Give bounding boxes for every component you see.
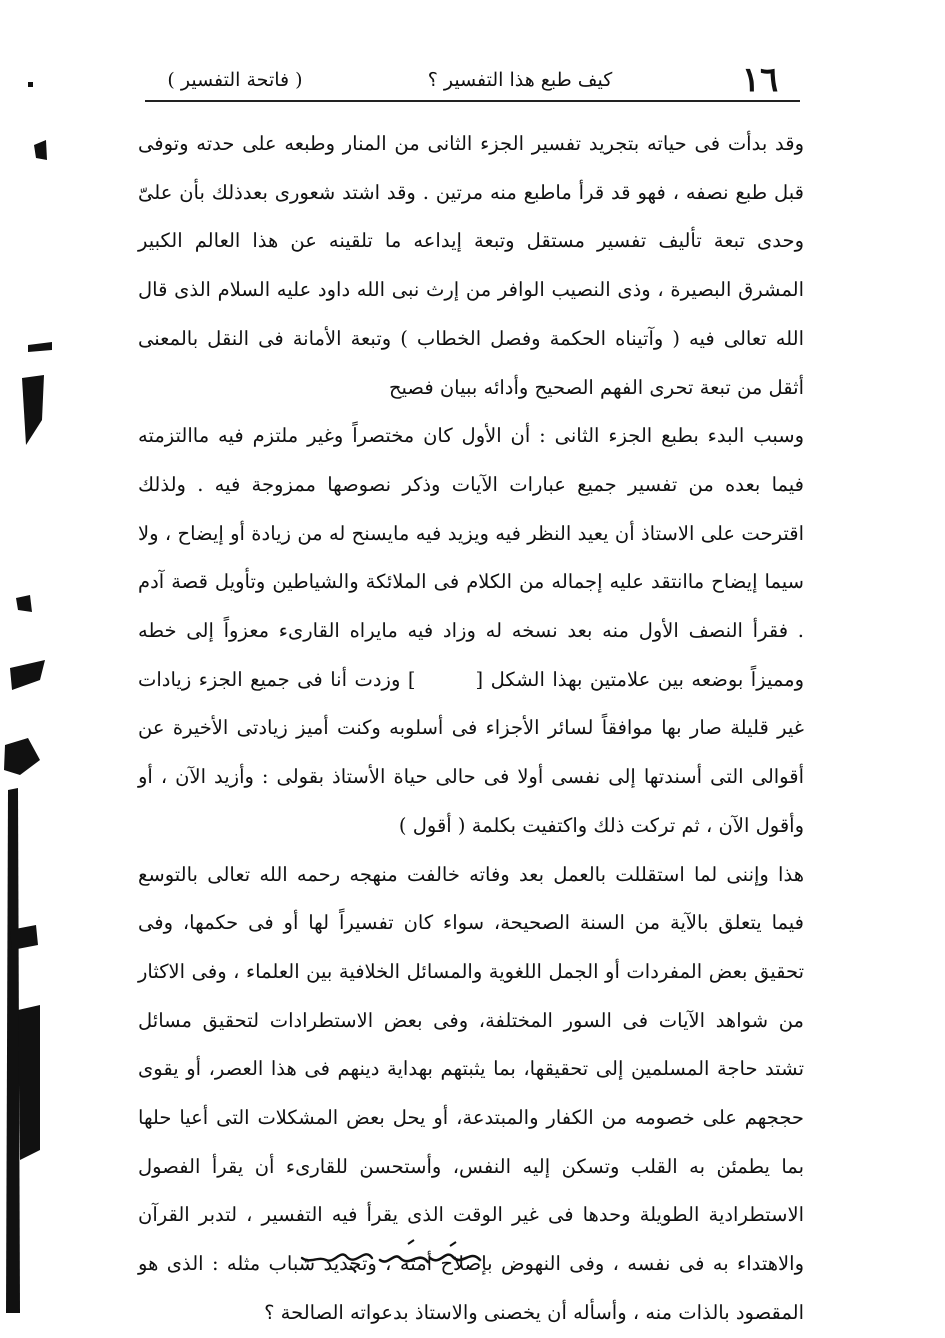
body-text: [138, 120, 804, 1338]
signature: [290, 1238, 490, 1278]
paragraph-text: ] وزدت أنا فى جميع الجزء زيادات غير قليلة صار بها موافقاً لسائر الأجزاء فى أسلوبه وكنت أميز زيادتى الأخيرة عن أقوالى التى أسندتها إلى نفسى أولا فى حالى حياة الأستاذ بقولى : وأزيد الآن ، أو وأقول الآن ، ثم تركت ذلك واكتفيت بكلمة ( أقول ): [138, 667, 804, 837]
page-number: ١٦: [741, 60, 779, 100]
running-title: كيف طبع هذا التفسير ؟: [427, 69, 613, 91]
signature-image: [290, 1238, 490, 1278]
scan-edge-marks: [0, 0, 80, 1313]
header-rule: [145, 100, 800, 102]
section-label: ( فاتحة التفسير ): [167, 69, 303, 91]
paragraph-text: وسبب البدء بطبع الجزء الثانى : أن الأول كان مختصراً وغير ملتزم فيه ماالتزمته فيما بعده من تفسير جميع عبارات الآيات وذكر نصوصها ممزوجة فيه . ولذلك اقترحت على الاستاذ أن يعيد النظر فيه ويزيد فيه مايسنح له من زيادة أو إيضاح ، ولا سيما إيضاح ماانتقد عليه إجماله من الكلام فى الملائكة والشياطين وتأويل قصة آدم . فقرأ النصف الأول منه بعد نسخه له وزاد فيه مايراه القارىء معزواً إلى خطه ومميزاً بوضعه بين علامتين بهذا الشكل [: [138, 424, 805, 691]
paragraph-text: هذا وإننى لما استقللت بالعمل بعد وفاته خالفت منهجه رحمه الله تعالى بالتوسع فيما يتعلق بالآية من السنة الصحيحة، سواء كان تفسيراً لها أو فى حكمها، وفى تحقيق بعض المفردات أو الجمل اللغوية والمسائل الخلافية بين العلماء ، وفى الاكثار من شواهد الآيات فى السور المختلفة، وفى بعض الاستطرادات لتحقيق مسائل تشتد حاجة المسلمين إلى تحقيقها، بما يثبتهم بهداية دينهم فى هذا العصر، أو يقوى حججهم على خصومه من الكفار والمبتدعة، أو يحل بعض المشكلات التى أعيا حلها بما يطمئن به القلب وتسكن إليه النفس، وأستحسن للقارىء أن يقرأ الفصول الاستطرادية الطويلة وحدها فى غير الوقت الذى يقرأ فيه التفسير ، لتدبر القرآن والاهتداء به فى نفسه ، وفى النهوض بإصلاح أمته ، وتجديد شباب مثله : الذى هو المقصود بالذات منه ، وأسأله أن يخصنى والاستاذ بدعواته الصالحة ؟: [138, 862, 804, 1324]
page-header: [150, 60, 800, 100]
paragraph-text: وقد بدأت فى حياته بتجريد تفسير الجزء الثانى من المنار وطبعه على حدته وتوفى قبل طبع نصفه ، فهو قد قرأ ماطبع منه مرتين . وقد اشتد شعورى بعدذلك بأن علىّ وحدى تبعة تأليف تفسير مستقل وتبعة إيداعه ما تلقينه عن هذا العالم الكبير المشرق البصيرة ، وذى النصيب الوافر من إرث نبى الله داود عليه السلام الذى قال الله تعالى فيه ( وآتيناه الحكمة وفصل الخطاب ) وتبعة الأمانة فى النقل بالمعنى أثقل من تبعة تحرى الفهم الصحيح وأدائه ببيان فصيح: [138, 132, 804, 399]
paragraph: [138, 412, 804, 850]
paragraph: [138, 120, 804, 412]
